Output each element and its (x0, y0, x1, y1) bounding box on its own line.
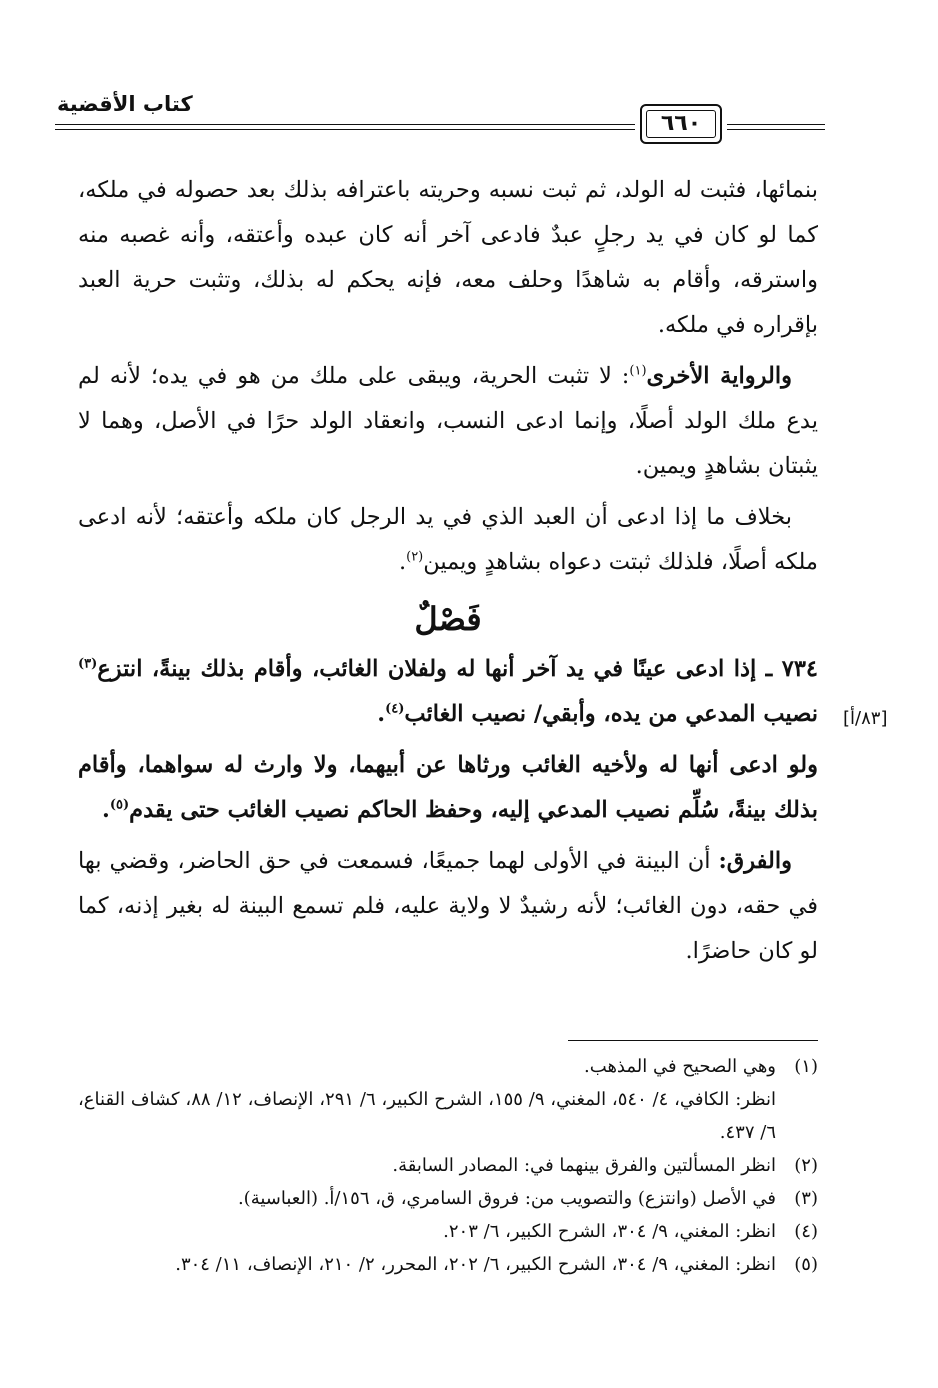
page-number-frame (640, 104, 722, 144)
difference-text: أن البينة في الأولى لهما جميعًا، فسمعت في حق الحاضر، وقضي بها في حقه، دون الغائب؛ لأنه رشيدٌ لا ولاية عليه، فلم تسمع البينة له بغير إذنه، كما لو كان حاضرًا. (78, 848, 818, 964)
difference-lead: والفرق: (718, 848, 792, 874)
footnote-ref-2[interactable]: (٢) (406, 549, 424, 565)
footnote-line: انظر المسألتين والفرق بينهما في: المصادر السابقة. (392, 1155, 776, 1176)
footnote-line: انظر: المغني، ٩/ ٣٠٤، الشرح الكبير، ٦/ ٢٠٢، المحرر، ٢/ ٢١٠، الإنصاف، ١١/ ٣٠٤. (175, 1254, 776, 1275)
paragraph-2-lead: والرواية الأخرى (646, 363, 792, 389)
footnote-4 (78, 1215, 818, 1248)
footnote-ref-3[interactable]: (٣) (78, 656, 98, 672)
header-rule-top-left (55, 124, 635, 125)
margin-folio-note: [٨٣/أ] (843, 708, 888, 729)
header-rule-bottom-right (727, 129, 825, 130)
page-header (55, 92, 825, 152)
page-number: ٦٦٠ (660, 111, 702, 136)
section-heading: فَصْلٌ (414, 600, 482, 638)
footnote-number: (١) (794, 1056, 818, 1077)
footnote-2 (78, 1149, 818, 1182)
footnote-ref-1[interactable]: (١) (629, 363, 647, 379)
footnote-number: (٢) (794, 1155, 818, 1176)
footnote-line: انظر: الكافي، ٤/ ٥٤٠، المغني، ٩/ ١٥٥، الشرح الكبير، ٦/ ٢٩١، الإنصاف، ١٢/ ٨٨، كشاف القناع، ٦/ ٤٣٧. (78, 1089, 776, 1143)
paragraph-3-text: بخلاف ما إذا ادعى أن العبد الذي في يد الرجل كان ملكه وأعتقه؛ لأنه ادعى ملكه أصلًا، فلذلك ثبتت دعواه بشاهدٍ ويمين (78, 504, 818, 575)
footnote-line: وهي الصحيح في المذهب. (584, 1056, 776, 1077)
footnote-ref-4[interactable]: (٤) (385, 701, 405, 717)
masala-734-text-a: ٧٣٤ ـ إذا ادعى عينًا في يد آخر أنها له ولفلان الغائب، وأقام بذلك بينةً، انتزع (97, 656, 818, 682)
footnote-separator (568, 1040, 818, 1041)
footnote-number: (٣) (794, 1188, 818, 1209)
footnotes (78, 1050, 818, 1281)
masala-734-text-b: نصيب المدعي من يده، وأبقي/ نصيب الغائب (404, 701, 818, 727)
paragraph-difference (78, 839, 818, 974)
header-rule-bottom-left (55, 129, 635, 130)
paragraph-1: بنمائها، فثبت له الولد، ثم ثبت نسبه وحريته باعترافه بذلك بعد حصوله في ملكه، كما لو كان في يد رجلٍ عبدٌ فادعى آخر أنه كان عبده وأعتقه، وأنه غصبه منه واسترقه، وأقام به شاهدًا وحلف معه، فإنه يحكم له بذلك، وتثبت حرية العبد بإقراره في ملكه. (78, 177, 818, 338)
footnote-1 (78, 1050, 818, 1149)
paragraph-2-text: : لا تثبت الحرية، ويبقى على ملك من هو في يده؛ لأنه لم يدع ملك الولد أصلًا، وإنما ادعى النسب، وانعقاد الولد حرًا في الأصل، وهما لا يثبتان بشاهدٍ ويمين. (78, 363, 818, 479)
footnote-5 (78, 1248, 818, 1281)
masala-second-end: . (102, 797, 110, 823)
footnote-number: (٤) (794, 1221, 818, 1242)
paragraph-3-end: . (398, 549, 407, 575)
footnote-3 (78, 1182, 818, 1215)
book-title: كتاب الأقضية (57, 92, 193, 116)
paragraph-3 (78, 495, 818, 585)
footnote-line: انظر: المغني، ٩/ ٣٠٤، الشرح الكبير، ٦/ ٢٠٣. (443, 1221, 776, 1242)
footnote-line: في الأصل (وانتزع) والتصويب من: فروق السامري، ق، ١٥٦/أ. (العباسية). (237, 1188, 776, 1209)
main-text (78, 168, 818, 980)
paragraph-2 (78, 354, 818, 489)
footnote-ref-5[interactable]: (٥) (109, 797, 130, 813)
masala-second-text: ولو ادعى أنها له ولأخيه الغائب ورثاها عن أبيهما، ولا وارث له سواهما، وأقام بذلك بينةً، سُلِّم نصيب المدعي إليه، وحفظ الحاكم نصيب الغائب حتى يقدم (78, 752, 818, 823)
masala-734-end: . (377, 701, 386, 727)
footnote-number: (٥) (794, 1254, 818, 1275)
masala-second-case (78, 743, 818, 833)
masala-734 (78, 647, 818, 737)
header-rule-top-right (727, 124, 825, 125)
